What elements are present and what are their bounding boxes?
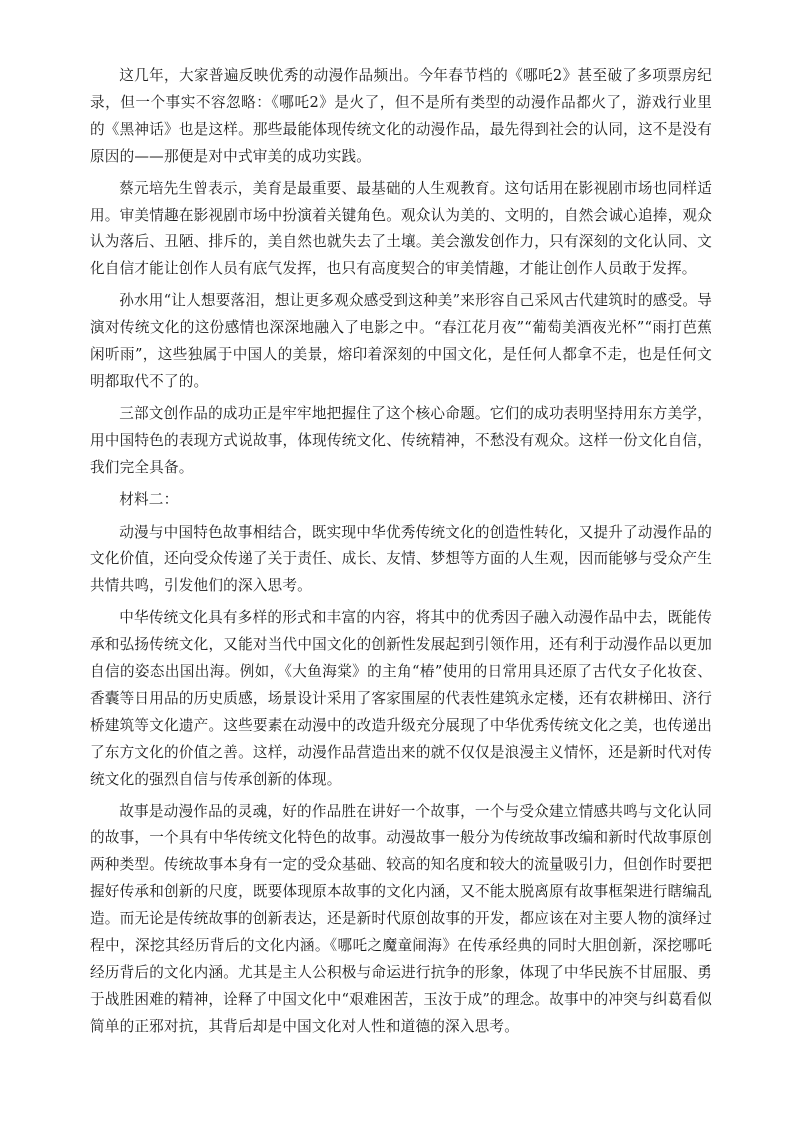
paragraph-3: 孙水用“让人想要落泪，想让更多观众感受到这种美”来形容自己采风古代建筑时的感受。导演对传统文化的这份感情也深深地融入了电影之中。“春江花月夜”“葡萄美酒夜光杯”“雨打芭蕉闲听雨”，这些独属于中国人的美景，熔印着深刻的中国文化，是任何人都拿不走，也是任何文明都取代不了的。 [90,292,712,390]
paragraph-5: 动漫与中国特色故事相结合，既实现中华优秀传统文化的创造性转化，又提升了动漫作品的文化价值，还向受众传递了关于责任、成长、友情、梦想等方面的人生观，因而能够与受众产生共情共鸣，引发他们的深入思考。 [90,523,712,595]
paragraph-2: 蔡元培先生曾表示，美育是最重要、最基础的人生观教育。这句话用在影视剧市场也同样适用。审美情趣在影视剧市场中扮演着关键角色。观众认为美的、文明的，自然会诚心追捧，观众认为落后、丑陋、排斥的，美自然也就失去了土壤。美会激发创作力，只有深刻的文化认同、文化自信才能让创作人员有底气发挥，也只有高度契合的审美情趣，才能让创作人员敢于发挥。 [90,179,712,278]
paragraph-6: 中华传统文化具有多样的形式和丰富的内容，将其中的优秀因子融入动漫作品中去，既能传承和弘扬传统文化，又能对当代中国文化的创新性发展起到引领作用，还有利于动漫作品以更加自信的姿态出国出海。例如，《大鱼海棠》的主角“椿”使用的日常用具还原了古代女子化妆奁、香囊等日用品的历史质感，场景设计采用了客家围屋的代表性建筑永定楼，还有农耕梯田、济行桥建筑等文化遗产。这些要素在动漫中的改造升级充分展现了中华优秀传统文化之美，也传递出了东方文化的价值之善。这样，动漫作品营造出来的就不仅仅是浪漫主义情怀，还是新时代对传统文化的强烈自信与传承创新的体现。 [90,609,712,788]
paragraph-7: 故事是动漫作品的灵魂，好的作品胜在讲好一个故事，一个与受众建立情感共鸣与文化认同的故事，一个具有中华传统文化特色的故事。动漫故事一般分为传统故事改编和新时代故事原创两种类型。传统故事本身有一定的受众基础、较高的知名度和较大的流量吸引力，但创作时要把握好传承和创新的尺度，既要体现原本故事的文化内涵，又不能太脱离原有故事框架进行瞎编乱造。而无论是传统故事的创新表达，还是新时代原创故事的开发，都应该在对主要人物的演绎过程中，深挖其经历背后的文化内涵。《哪吒之魔童闹海》在传承经典的同时大胆创新，深挖哪吒经历背后的文化内涵。尤其是主人公积极与命运进行抗争的形象，体现了中华民族不甘屈服、勇于战胜困难的精神，诠释了中国文化中“艰难困苦，玉汝于成”的理念。故事中的冲突与纠葛看似简单的正邪对抗，其背后却是中国文化对人性和道德的深入思考。 [90,802,712,1035]
article-body [90,63,712,1046]
material-two-heading: 材料二： [119,490,179,508]
paragraph-1: 这几年，大家普遍反映优秀的动漫作品频出。今年春节档的《哪吒2》甚至破了多项票房纪录，但一个事实不容忽略：《哪吒2》是火了，但不是所有类型的动漫作品都火了，游戏行业里的《黑神话》也是这样。那些最能体现传统文化的动漫作品，最先得到社会的认同，这不是没有原因的——那便是对中式审美的成功实践。 [90,67,712,165]
paragraph-4: 三部文创作品的成功正是牢牢地把握住了这个核心命题。它们的成功表明坚持用东方美学，用中国特色的表现方式说故事，体现传统文化、传统精神，不愁没有观众。这样一份文化自信，我们完全具备。 [90,404,712,476]
